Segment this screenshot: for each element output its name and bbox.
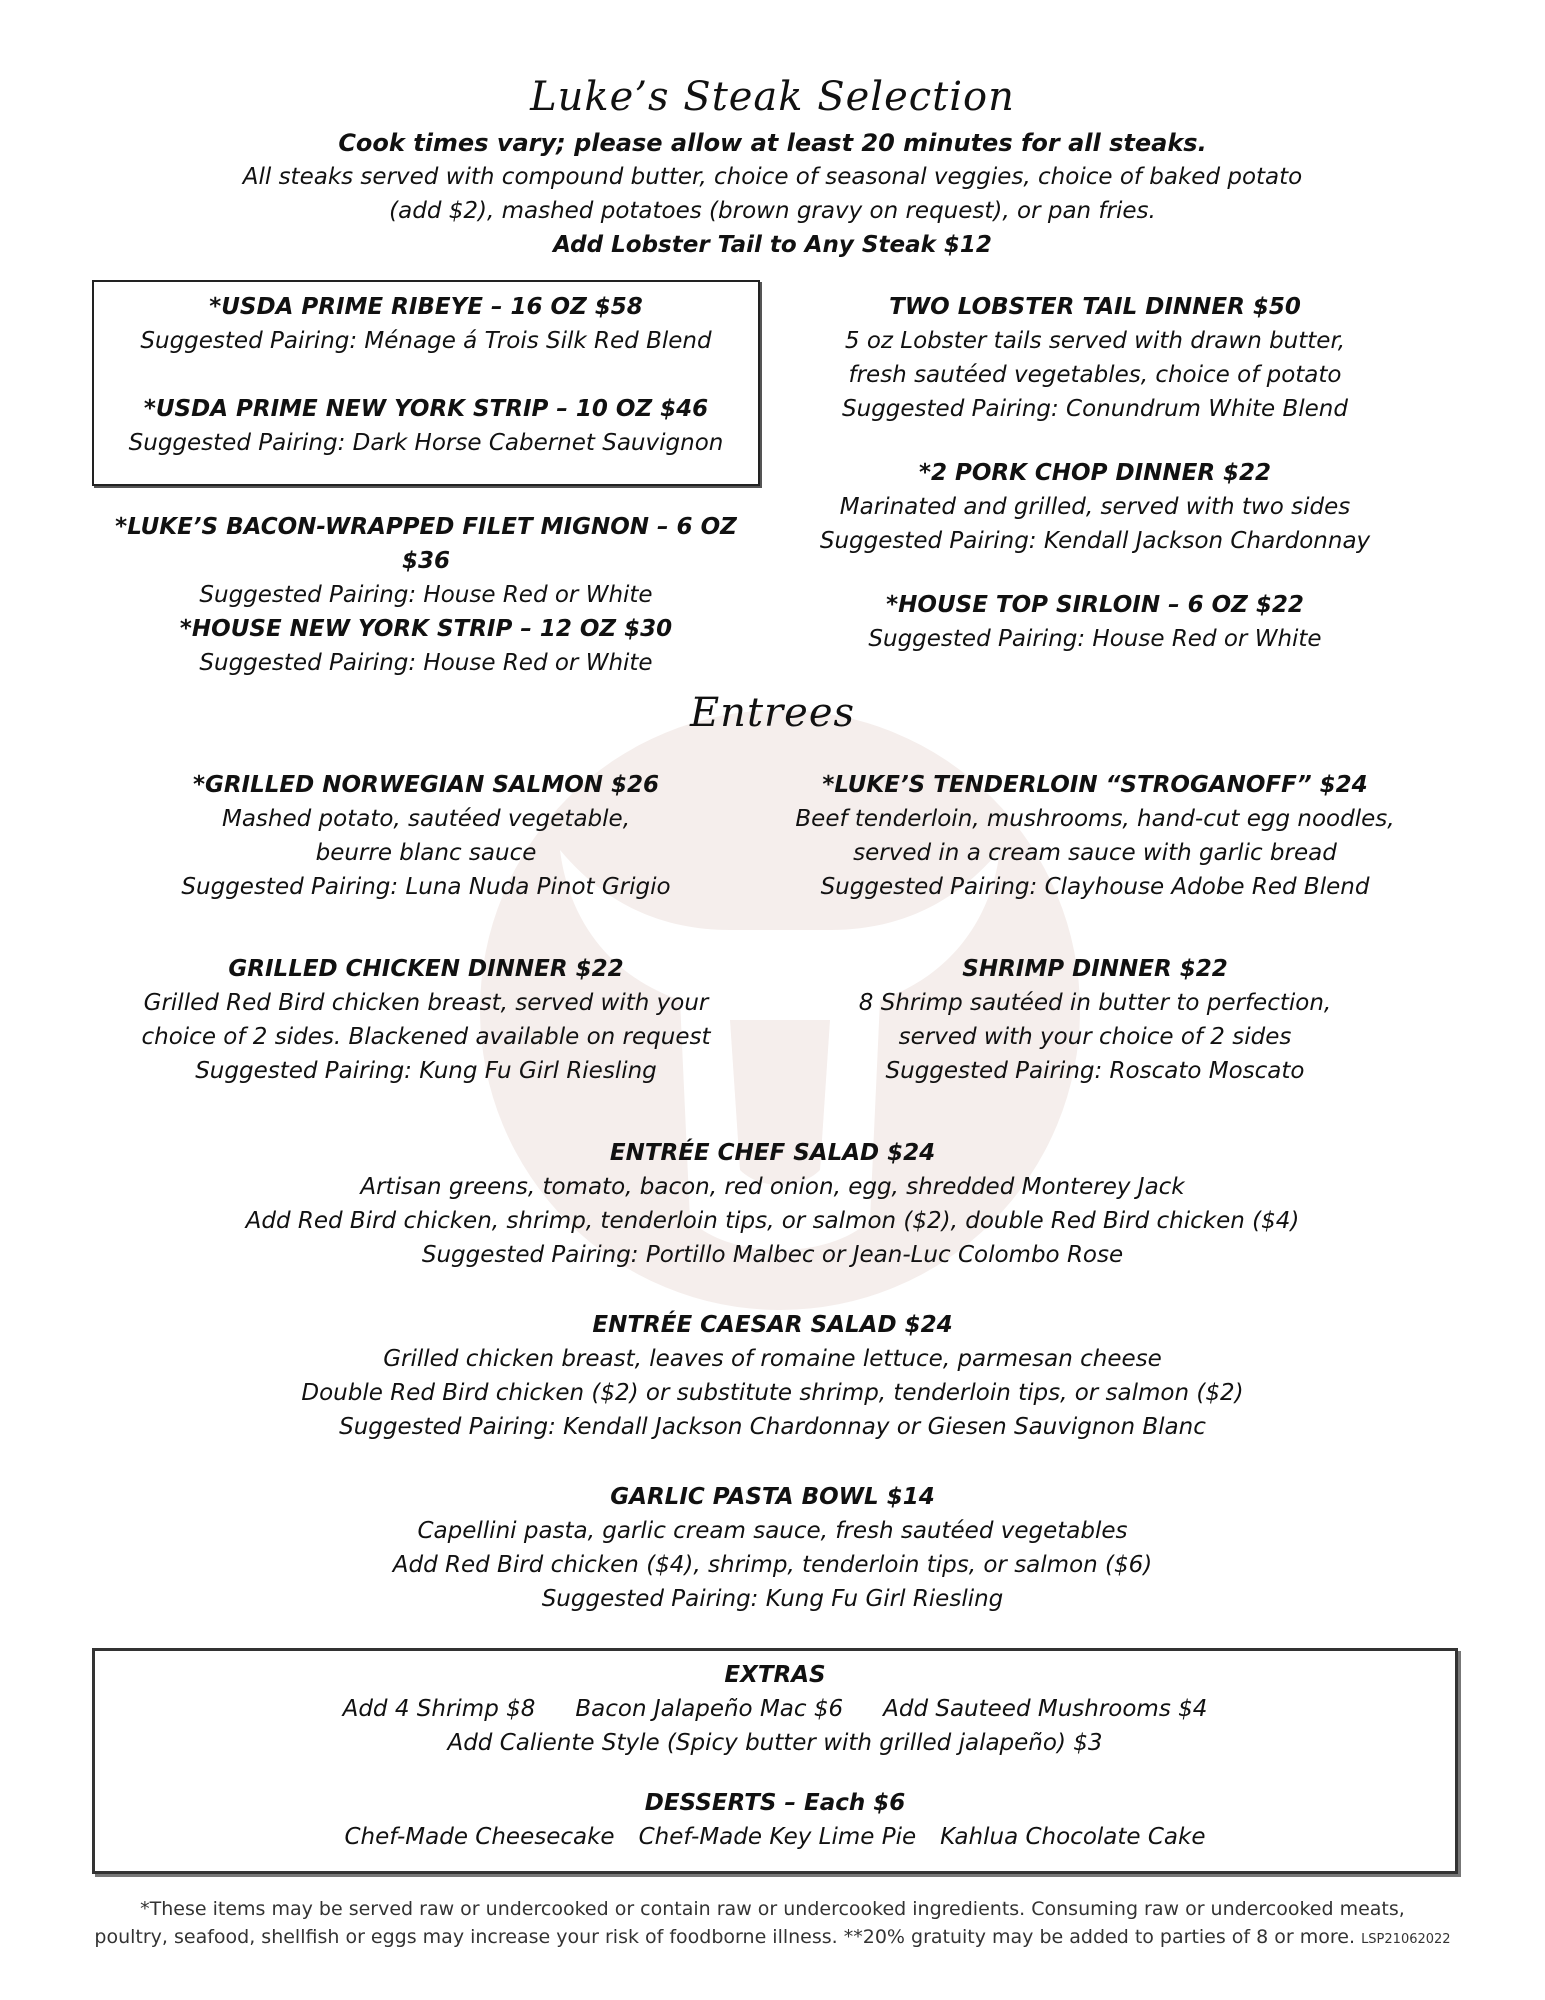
item-description: Marinated and grilled, served with two sides xyxy=(839,494,1351,520)
item-title: ENTRÉE CHEF SALAD $24 xyxy=(609,1140,936,1166)
menu-item xyxy=(780,588,1410,656)
item-pairing: Suggested Pairing: Conundrum White Blend xyxy=(842,396,1348,422)
footer-disclaimer xyxy=(60,1895,1485,1954)
item-description: Artisan greens, tomato, bacon, red onion, egg, shredded Monterey Jack xyxy=(360,1174,1185,1200)
dessert-item: Kahlua Chocolate Cake xyxy=(940,1824,1206,1850)
extras-row xyxy=(92,1692,1458,1726)
item-description: Double Red Bird chicken ($2) or substitute shrimp, tenderloin tips, or salmon ($2) xyxy=(301,1380,1244,1406)
extra-item: Add 4 Shrimp $8 xyxy=(342,1696,536,1722)
extras-section xyxy=(92,1658,1458,1854)
desserts-title: DESSERTS – Each $6 xyxy=(644,1790,906,1816)
extra-item: Add Sauteed Mushrooms $4 xyxy=(883,1696,1208,1722)
menu-code: LSP21062022 xyxy=(1361,1932,1451,1947)
item-title: SHRIMP DINNER $22 xyxy=(962,956,1228,982)
item-pairing: Suggested Pairing: Roscato Moscato xyxy=(885,1058,1305,1084)
extras-title: EXTRAS xyxy=(724,1662,826,1688)
item-pairing: Suggested Pairing: House Red or White xyxy=(199,650,653,676)
item-title: ENTRÉE CAESAR SALAD $24 xyxy=(592,1312,953,1338)
menu-item xyxy=(92,392,760,460)
menu-title: Luke’s Steak Selection xyxy=(530,74,1015,120)
menu-item xyxy=(0,1480,1545,1616)
sides-description-2: (add $2), mashed potatoes (brown gravy on request), or pan fries. xyxy=(389,198,1156,224)
item-title: *GRILLED NORWEGIAN SALMON $26 xyxy=(192,772,660,798)
menu-item xyxy=(92,768,760,904)
item-description: Grilled chicken breast, leaves of romaine lettuce, parmesan cheese xyxy=(383,1346,1162,1372)
disclaimer-line: *These items may be served raw or undercooked or contain raw or undercooked ingredients. Consuming raw or undercooked meats, xyxy=(140,1898,1405,1920)
item-description: 5 oz Lobster tails served with drawn butter, xyxy=(844,328,1346,354)
item-pairing: Suggested Pairing: House Red or White xyxy=(868,626,1322,652)
desserts-row xyxy=(92,1820,1458,1854)
item-description: choice of 2 sides. Blackened available on request xyxy=(141,1024,711,1050)
item-description: Grilled Red Bird chicken breast, served with your xyxy=(143,990,709,1016)
item-pairing: Suggested Pairing: Kung Fu Girl Riesling xyxy=(541,1586,1004,1612)
menu-item xyxy=(780,290,1410,426)
menu-item xyxy=(92,510,760,612)
item-pairing: Suggested Pairing: Kendall Jackson Chardonnay xyxy=(819,528,1371,554)
menu-item xyxy=(770,768,1420,904)
item-description: Add Red Bird chicken, shrimp, tenderloin tips, or salmon ($2), double Red Bird chicken ($4) xyxy=(245,1208,1300,1234)
item-description: Mashed potato, sautéed vegetable, xyxy=(221,806,630,832)
item-title: *USDA PRIME RIBEYE – 16 OZ $58 xyxy=(209,294,643,320)
menu-item xyxy=(92,952,760,1088)
item-description: Add Red Bird chicken ($4), shrimp, tenderloin tips, or salmon ($6) xyxy=(392,1552,1153,1578)
item-title: *LUKE’S BACON-WRAPPED FILET MIGNON – 6 OZ $36 xyxy=(115,514,737,574)
item-title: GARLIC PASTA BOWL $14 xyxy=(610,1484,935,1510)
item-title: *USDA PRIME NEW YORK STRIP – 10 OZ $46 xyxy=(143,396,709,422)
lobster-addon: Add Lobster Tail to Any Steak $12 xyxy=(553,232,992,258)
item-pairing: Suggested Pairing: Luna Nuda Pinot Grigio xyxy=(181,874,671,900)
item-title: *LUKE’S TENDERLOIN “STROGANOFF” $24 xyxy=(822,772,1368,798)
item-description: served in a cream sauce with garlic bread xyxy=(853,840,1337,866)
menu-item xyxy=(92,612,760,680)
extra-item: Bacon Jalapeño Mac $6 xyxy=(575,1696,844,1722)
item-description: 8 Shrimp sautéed in butter to perfection, xyxy=(858,990,1332,1016)
menu-item xyxy=(770,952,1420,1088)
item-pairing: Suggested Pairing: Kung Fu Girl Riesling xyxy=(195,1058,657,1084)
item-title: *HOUSE TOP SIRLOIN – 6 OZ $22 xyxy=(886,592,1304,618)
item-pairing: Suggested Pairing: Dark Horse Cabernet Sauvignon xyxy=(128,430,724,456)
sides-description-1: All steaks served with compound butter, choice of seasonal veggies, choice of baked potato xyxy=(242,164,1303,190)
item-pairing: Suggested Pairing: Portillo Malbec or Jean-Luc Colombo Rose xyxy=(421,1242,1124,1268)
item-title: *2 PORK CHOP DINNER $22 xyxy=(918,460,1272,486)
dessert-item: Chef-Made Key Lime Pie xyxy=(638,1824,917,1850)
item-description: beurre blanc sauce xyxy=(315,840,537,866)
cook-time-note: Cook times vary; please allow at least 20 minutes for all steaks. xyxy=(338,129,1207,157)
item-pairing: Suggested Pairing: Ménage á Trois Silk Red Blend xyxy=(140,328,712,354)
dessert-item: Chef-Made Cheesecake xyxy=(344,1824,615,1850)
menu-item xyxy=(0,1308,1545,1444)
disclaimer-line: poultry, seafood, shellfish or eggs may increase your risk of foodborne illness. **20% gratuity may be added to parties of 8 or more. xyxy=(94,1926,1356,1948)
item-pairing: Suggested Pairing: Clayhouse Adobe Red Blend xyxy=(820,874,1370,900)
item-pairing: Suggested Pairing: Kendall Jackson Chardonnay or Giesen Sauvignon Blanc xyxy=(339,1414,1206,1440)
item-description: Capellini pasta, garlic cream sauce, fresh sautéed vegetables xyxy=(417,1518,1128,1544)
entrees-title: Entrees xyxy=(689,690,856,736)
item-title: GRILLED CHICKEN DINNER $22 xyxy=(228,956,624,982)
extra-item: Add Caliente Style (Spicy butter with grilled jalapeño) $3 xyxy=(447,1730,1103,1756)
menu-item xyxy=(780,456,1410,558)
item-title: TWO LOBSTER TAIL DINNER $50 xyxy=(889,294,1301,320)
item-title: *HOUSE NEW YORK STRIP – 12 OZ $30 xyxy=(179,616,673,642)
item-description: Beef tenderloin, mushrooms, hand-cut egg noodles, xyxy=(795,806,1395,832)
item-description: fresh sautéed vegetables, choice of potato xyxy=(848,362,1342,388)
menu-item xyxy=(92,290,760,358)
menu-item xyxy=(0,1136,1545,1272)
item-description: served with your choice of 2 sides xyxy=(898,1024,1292,1050)
item-pairing: Suggested Pairing: House Red or White xyxy=(199,582,653,608)
